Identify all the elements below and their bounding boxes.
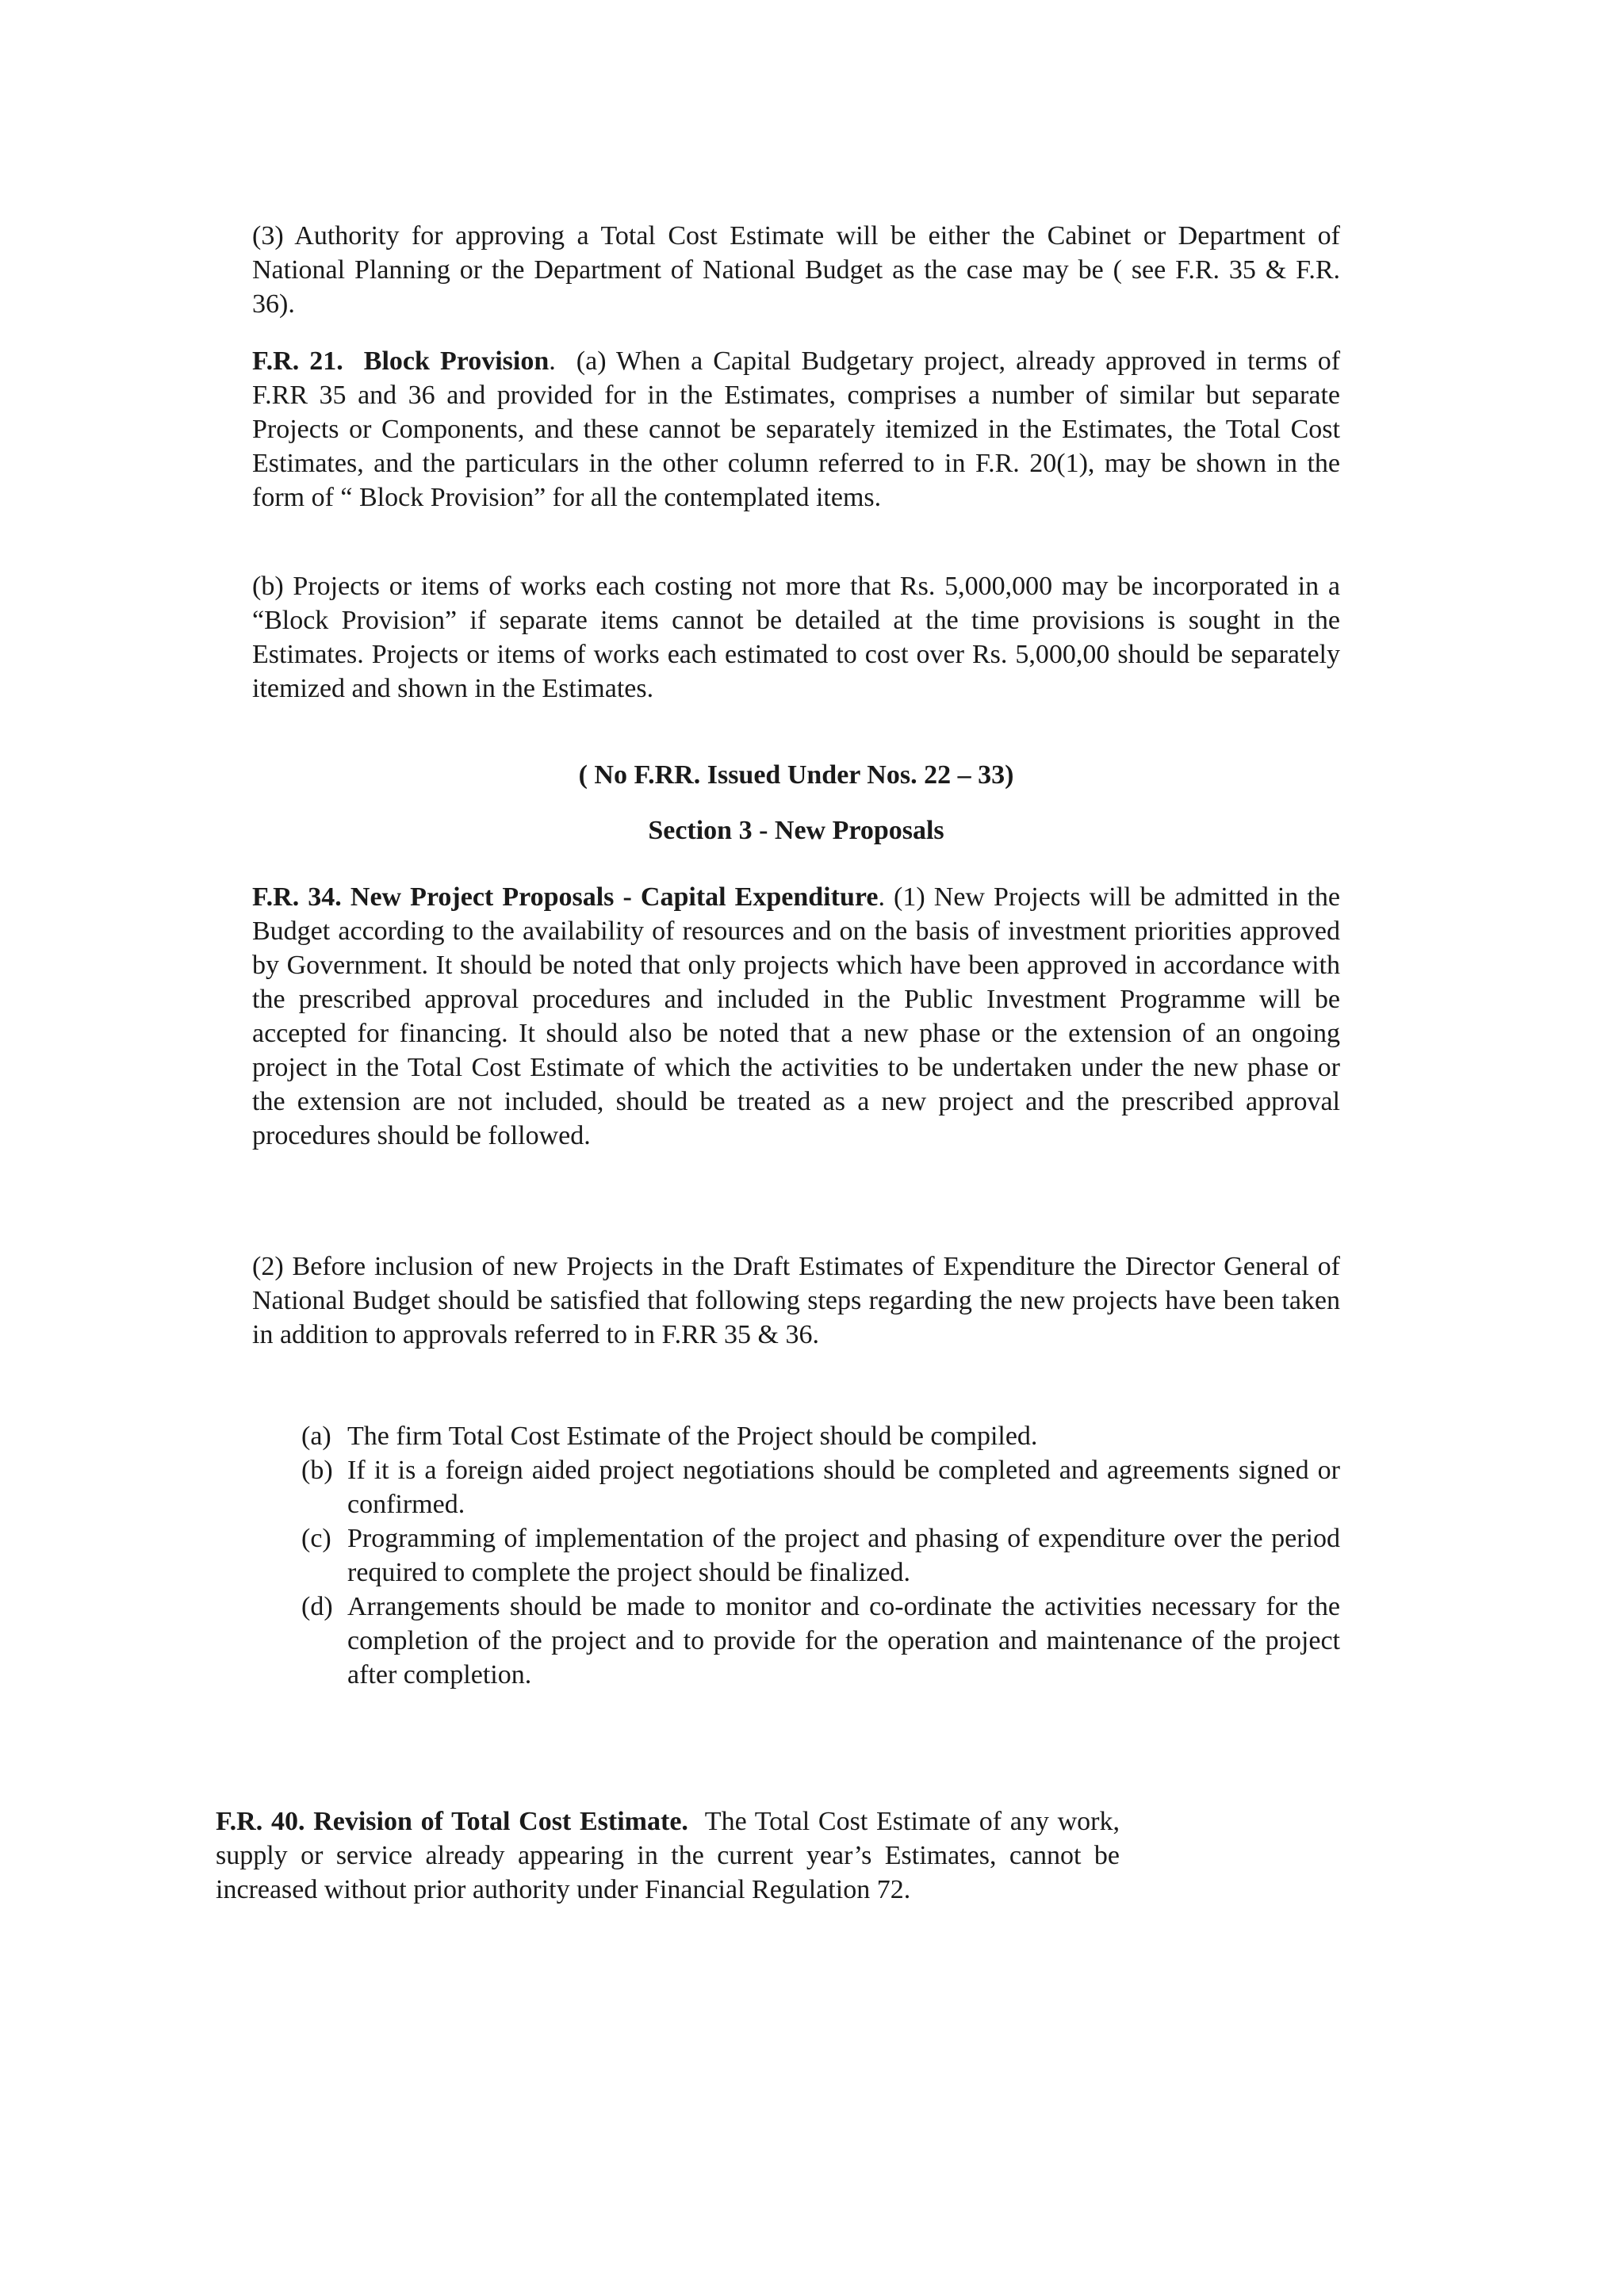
paragraph-text: (b) Projects or items of works each costing not more that Rs. 5,000,000 may be incorporated in a “Block Provision” if separate items cannot be detailed at the time provisions is sought in the Estimates. Projects or items of works each estimated to cost over Rs. 5,000,00 should be separately itemized and shown in the Estimates. — [252, 572, 1340, 703]
list-item — [301, 1590, 1340, 1692]
list-marker: (d) — [301, 1592, 333, 1621]
paragraph-fr21-b — [252, 569, 1340, 706]
paragraph-text: (3) Authority for approving a Total Cost Estimate will be either the Cabinet or Department of National Planning or the Department of National Budget as the case may be ( see F.R. 35 & F.R. 36). — [252, 221, 1340, 319]
steps-list — [301, 1419, 1340, 1692]
notice-line: ( No F.RR. Issued Under Nos. 22 – 33) — [578, 760, 1014, 790]
title-period: . — [878, 882, 885, 912]
list-item-text: Programming of implementation of the project and phasing of expenditure over the period required to complete the project should be finalized. — [347, 1524, 1340, 1587]
list-marker: (b) — [301, 1456, 333, 1485]
paragraph-fr34-2 — [252, 1249, 1340, 1352]
list-item-text: Arrangements should be made to monitor and co-ordinate the activities necessary for the completion of the project and to provide for the operation and maintenance of the project after completion. — [347, 1592, 1340, 1689]
list-marker: (c) — [301, 1524, 331, 1553]
list-item-text: If it is a foreign aided project negotiations should be completed and agreements signed or confirmed. — [347, 1456, 1340, 1519]
regulation-number: F.R. 21. — [252, 346, 343, 376]
paragraph-fr40 — [216, 1804, 1120, 1907]
paragraph-fr21-a — [252, 344, 1340, 515]
paragraph-text: (2) Before inclusion of new Projects in the Draft Estimates of Expenditure the Director General of National Budget should be satisfied that following steps regarding the new projects have been taken in addition to approvals referred to in F.RR 35 & 36. — [252, 1252, 1340, 1349]
regulation-title: New Project Proposals - Capital Expenditure — [350, 882, 879, 912]
paragraph-text: The Total Cost Estimate of any work, supply or service already appearing in the current year’s Estimates, cannot be increased without prior authority under Financial Regulation 72. — [216, 1807, 1120, 1904]
list-item — [301, 1453, 1340, 1521]
paragraph-fr34-1 — [252, 880, 1340, 1153]
list-item — [301, 1419, 1340, 1453]
list-marker: (a) — [301, 1422, 331, 1451]
list-item-text: The firm Total Cost Estimate of the Project should be compiled. — [347, 1422, 1038, 1451]
title-period: . — [549, 346, 556, 376]
paragraph-fr20-3 — [252, 219, 1340, 321]
regulation-heading: F.R. 40. Revision of Total Cost Estimate. — [216, 1807, 688, 1836]
regulation-title: Block Provision — [363, 346, 550, 376]
paragraph-text: (a) When a Capital Budgetary project, already approved in terms of F.RR 35 and 36 and provided for in the Estimates, comprises a number of similar but separate Projects or Components, and these cannot be separately itemized in the Estimates, the Total Cost Estimates, and the particulars in the other column referred to in F.R. 20(1), may be shown in the form of “ Block Provision” for all the contemplated items. — [252, 346, 1341, 512]
regulation-number: F.R. 34. — [252, 882, 342, 912]
list-item — [301, 1521, 1340, 1590]
paragraph-text: (1) New Projects will be admitted in the Budget according to the availability of resources and on the basis of investment priorities approved by Government. It should be noted that only projects which have been approved in accordance with the prescribed approval procedures and included in the Public Investment Programme will be accepted for financing. It should also be noted that a new phase or the extension of an ongoing project in the Total Cost Estimate of which the activities to be undertaken under the new phase or the extension are not included, should be treated as a new project and the prescribed approval procedures should be followed. — [252, 882, 1340, 1150]
section-heading: Section 3 - New Proposals — [648, 816, 944, 845]
